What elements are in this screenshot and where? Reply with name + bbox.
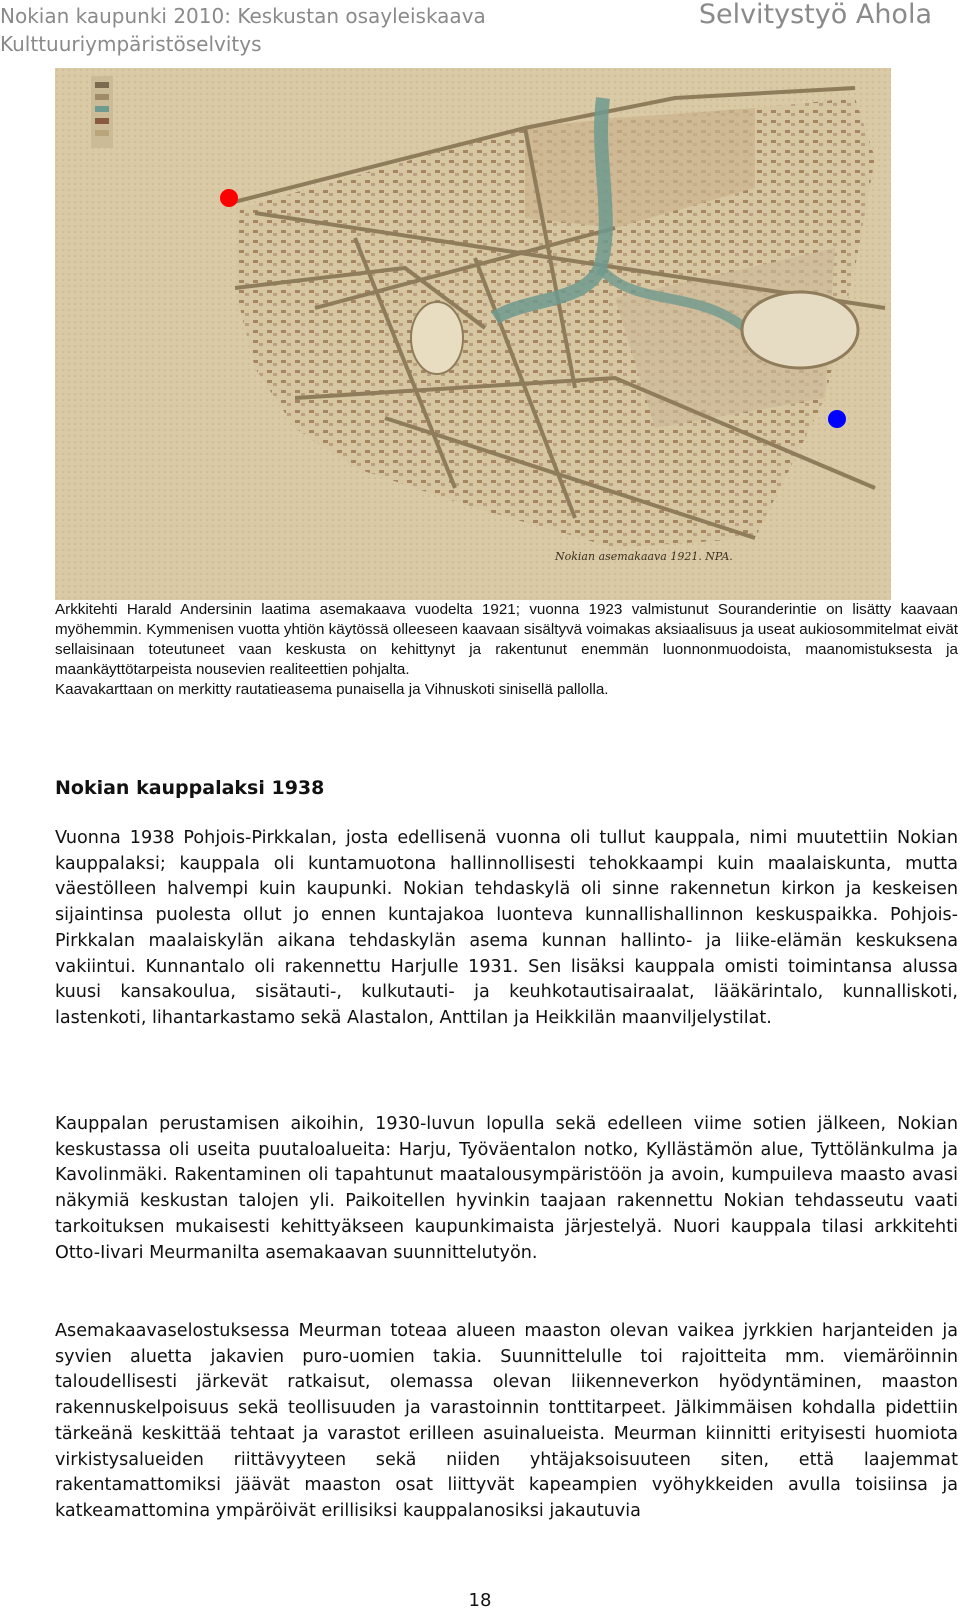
figure-caption [55, 600, 958, 700]
body-paragraph-1: Vuonna 1938 Pohjois-Pirkkalan, josta edellisenä vuonna oli tullut kauppala, nimi muutettiin Nokian kauppalaksi; kauppala oli kuntamuotona hallinnollisesti tehokkaampi kuin maalaiskunta, mutta väestölleen halvempi kuin kaupunki. Nokian tehdaskylä oli sinne rakennetun kirkon ja keskeisen sijaintinsa puolesta ollut jo ennen kuntajakoa luonteva kunnallishallinnon keskuspaikka. Pohjois-Pirkkalan maalaiskylän aikana tehdaskylän asema kunnan hallinto- ja liike-elämän keskuksena vakiintui. Kunnantalo oli rakennettu Harjulle 1931. Sen lisäksi kauppala omisti toimintansa alussa kuusi kansakoulua, sisätauti-, kulkutauti- ja keuhkotautisairaalat, lääkärintalo, kunnalliskoti, lastenkoti, lihantarkastamo sekä Alastalon, Anttilan ja Heikkilän maanviljelystilat. [55, 828, 958, 1028]
town-plan-map-1921 [55, 68, 891, 600]
body-paragraph-2: Kauppalan perustamisen aikoihin, 1930-luvun lopulla sekä edelleen viime sotien jälkeen, Nokian keskustassa oli useita puutaloalueita: Harju, Työväentalon notko, Kyllästämön alue, Tyttölänkulma ja Kavolinmäki. Rakentaminen oli tapahtunut maatalousympäristöön ja avoin, kumpuileva maasto avasi näkymiä keskustan talojen yli. Paikoitellen hyvinkin taajaan rakennettu Nokian tehdasseutu vaati tarkoituksen mukaisesti kehittyäkseen kaupunkimaista järjestelyä. Nuori kauppala tilasi arkkitehti Otto-Iivari Meurmanilta asemakaavan suunnittelutyön. [55, 1114, 958, 1263]
railway-station-marker [220, 189, 238, 207]
caption-marker-note: Kaavakarttaan on merkitty rautatieasema punaisella ja Vihnuskoti sinisellä pallolla. [55, 681, 609, 698]
map-legend [91, 76, 113, 148]
header-title: Nokian kaupunki 2010: Keskustan osayleiskaava [0, 4, 486, 28]
stadium-oval [742, 292, 858, 368]
page-number: 18 [468, 1590, 492, 1611]
document-header [0, 2, 486, 58]
caption-paragraph: Arkkitehti Harald Andersinin laatima asemakaava vuodelta 1921; vuonna 1923 valmistunut Souranderintie on lisätty kaavaan myöhemmin. Kymmenisen vuotta yhtiön käytössä olleeseen kaavaan sisältyvä voimakas aksiaalisuus ja useat aukiosommitelmat eivät sellaisinaan toteutuneet vaan keskusta on kehittynyt ja rakentunut enemmän luonnonmuodoista, maanomistuksesta ja maankäyttötarpeista nousevien realiteettien pohjalta. [55, 601, 958, 678]
header-company: Selvitystyö Ahola [698, 0, 932, 30]
header-subtitle: Kulttuuriympäristöselvitys [0, 32, 262, 56]
vihnuskoti-marker [828, 410, 846, 428]
central-square [411, 302, 463, 374]
map-stamp: Nokian asemakaava 1921. NPA. [555, 550, 733, 563]
body-paragraph-3: Asemakaavaselostuksessa Meurman toteaa alueen maaston olevan vaikea jyrkkien harjanteiden ja syvien aluetta jakavien puro-uomien takia. Suunnittelulle toi rajoitteita mm. viemäröinnin taloudellisesti järkevät ratkaisut, olemassa olevan liikenneverkon hyödyntäminen, maaston rakennuskelpoisuus sekä teollisuuden ja varastoinnin tonttitarpeet. Jälkimmäisen kohdalla pidettiin tärkeänä keskittää tehtaat ja varastot erilleen asuinalueista. Meurman kiinnitti erityisesti huomiota virkistysalueiden riittävyyteen sekä niiden yhtäjaksoisuuteen siten, että laajemmat rakentamattomiksi jäävät maaston osat liittyvät kapeampien vyöhykkeiden avulla toisiinsa ja katkeamattomina ympäröivät erillisiksi kauppalanosiksi jakautuvia [55, 1321, 958, 1521]
section-heading: Nokian kauppalaksi 1938 [55, 777, 325, 799]
